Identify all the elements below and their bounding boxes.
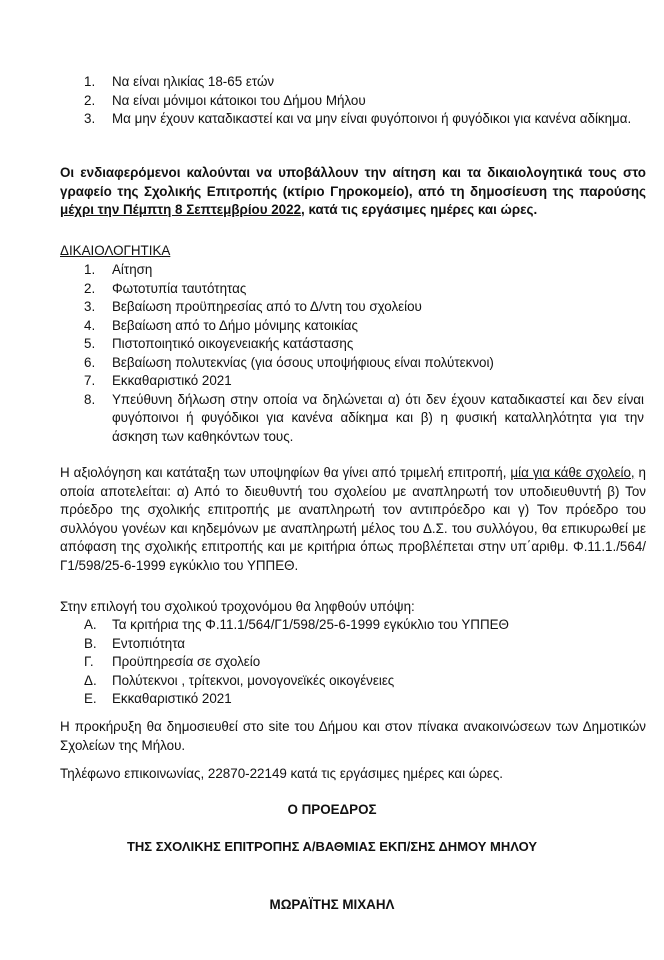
list-item	[84, 92, 644, 111]
evaluation-text: Η αξιολόγηση και κατάταξη των υποψηφίων θα γίνει από τριμελή επιτροπή,	[60, 465, 511, 480]
list-item	[84, 616, 644, 635]
list-number: 3.	[84, 111, 96, 126]
phone-line: Τηλέφωνο επικοινωνίας, 22870-22149 κατά τις εργάσιμες ημέρες και ώρες.	[60, 766, 504, 781]
signature-organization: ΤΗΣ ΣΧΟΛΙΚΗΣ ΕΠΙΤΡΟΠΗΣ Α/ΒΑΘΜΙΑΣ ΕΚΠ/ΣΗΣ ΔΗΜΟΥ ΜΗΛΟΥ	[126, 839, 538, 854]
list-number: 2.	[84, 92, 96, 108]
invitation-text-end: , κατά τις εργάσιμες ημέρες και ώρες.	[301, 202, 538, 218]
publication-paragraph: Η προκήρυξη θα δημοσιευθεί στο site του Δήμου και στον πίνακα ανακοινώσεων των Δημοτικών Σχολείων της Μήλου.	[60, 719, 646, 753]
list-text: Βεβαίωση πολυτεκνίας (για όσους υποψήφιους είναι πολύτεκνοι)	[112, 354, 494, 370]
list-text: Να είναι ηλικίας 18-65 ετών	[112, 74, 275, 89]
list-item	[84, 391, 644, 447]
list-item	[84, 372, 644, 391]
list-text: Εντοπιότητα	[112, 635, 186, 651]
list-item	[84, 280, 644, 299]
list-item	[84, 110, 644, 129]
list-text: Εκκαθαριστικό 2021	[112, 691, 232, 706]
list-text: Τα κριτήρια της Φ.11.1/564/Γ1/598/25-6-1999 εγκύκλιο του ΥΠΠΕΘ	[112, 617, 509, 632]
list-number: 4.	[84, 317, 96, 333]
documents-heading: ΔΙΚΑΙΟΛΟΓΗΤΙΚΑ	[60, 243, 171, 258]
list-number: Γ.	[84, 654, 94, 669]
criteria-list	[84, 73, 644, 129]
list-item	[84, 672, 644, 691]
list-text: Να είναι μόνιμοι κάτοικοι του Δήμου Μήλου	[112, 92, 366, 108]
list-text: Υπεύθυνη δήλωση στην οποία να δηλώνεται α) ότι δεν έχουν καταδικαστεί και δεν είναι φυγόποινοι ή φυγόδικοι για κανένα αδίκημα και β) η φυσική καταλληλότητα για την άσκηση των καθηκόντων τους.	[112, 391, 644, 444]
invitation-paragraph	[60, 164, 646, 220]
list-number: 7.	[84, 373, 96, 388]
list-text: Φωτοτυπία ταυτότητας	[112, 280, 247, 296]
list-number: Ε.	[84, 691, 97, 706]
list-number: Δ.	[84, 672, 97, 688]
selection-list	[84, 616, 644, 709]
signature-name: ΜΩΡΑΪΤΗΣ ΜΙΧΑΗΛ	[269, 897, 395, 912]
list-number: 1.	[84, 74, 96, 89]
list-item	[84, 298, 644, 317]
list-number: Α.	[84, 617, 97, 632]
list-number: 5.	[84, 336, 96, 351]
list-text: Προϋπηρεσία σε σχολείο	[112, 654, 261, 669]
list-text: Πιστοποιητικό οικογενειακής κατάστασης	[112, 336, 354, 351]
evaluation-text-end: η οποία αποτελείται: α) Από το διευθυντή του σχολείου με αναπληρωτή τον υποδιευθυντή β) Τον πρόεδρο της σχολικής επιτροπής με αναπληρωτή τον αντιπρόεδρο και γ) Τον πρόεδρο του συλλόγου γονέων και κηδεμόνων με αναπληρωτή μέλος του Δ.Σ. του συλλόγου, θα επικυρωθεί με απόφαση της σχολικής επιτροπής και με κριτήρια όπως προβλέπεται στην υπ΄αριθμ. Φ.11.1./564/Γ1/598/25-6-1999 εγκύκλιο του ΥΠΠΕΘ.	[60, 465, 646, 573]
list-number: 2.	[84, 280, 96, 296]
list-text: Εκκαθαριστικό 2021	[112, 373, 232, 388]
list-item	[84, 635, 644, 654]
invitation-text: Οι ενδιαφερόμενοι καλούνται να υποβάλλουν την αίτηση και τα δικαιολογητικά τους στο γραφείο της Σχολικής Επιτροπής (κτίριο Γηροκομείο), από τη δημοσίευση της παρούσης	[60, 165, 646, 199]
list-item	[84, 690, 644, 709]
list-text: Βεβαίωση από το Δήμο μόνιμης κατοικίας	[112, 317, 358, 333]
deadline-text: μέχρι την Πέμπτη 8 Σεπτεμβρίου 2022	[60, 202, 302, 218]
list-number: 3.	[84, 299, 96, 314]
list-text: Πολύτεκνοι , τρίτεκνοι, μονογονεϊκές οικογένειες	[112, 672, 395, 688]
list-item	[84, 354, 644, 373]
list-item	[84, 335, 644, 354]
list-text: Μα μην έχουν καταδικαστεί και να μην είναι φυγόποινοι ή φυγόδικοι για κανένα αδίκημα.	[112, 111, 632, 126]
list-item	[84, 653, 644, 672]
selection-intro: Στην επιλογή του σχολικού τροχονόμου θα ληφθούν υπόψη:	[60, 599, 415, 614]
documents-list	[84, 261, 644, 446]
list-item	[84, 73, 644, 92]
list-number: 8.	[84, 391, 96, 407]
list-number: 1.	[84, 262, 96, 277]
list-item	[84, 317, 644, 336]
list-text: Βεβαίωση προϋπηρεσίας από το Δ/ντη του σχολείου	[112, 299, 422, 314]
list-text: Αίτηση	[112, 262, 153, 277]
signature-title: Ο ΠΡΟΕΔΡΟΣ	[287, 802, 377, 817]
list-number: Β.	[84, 635, 97, 651]
evaluation-paragraph	[60, 464, 646, 576]
list-item	[84, 261, 644, 280]
list-number: 6.	[84, 354, 96, 370]
evaluation-underlined: μία για κάθε σχολείο,	[510, 465, 635, 480]
